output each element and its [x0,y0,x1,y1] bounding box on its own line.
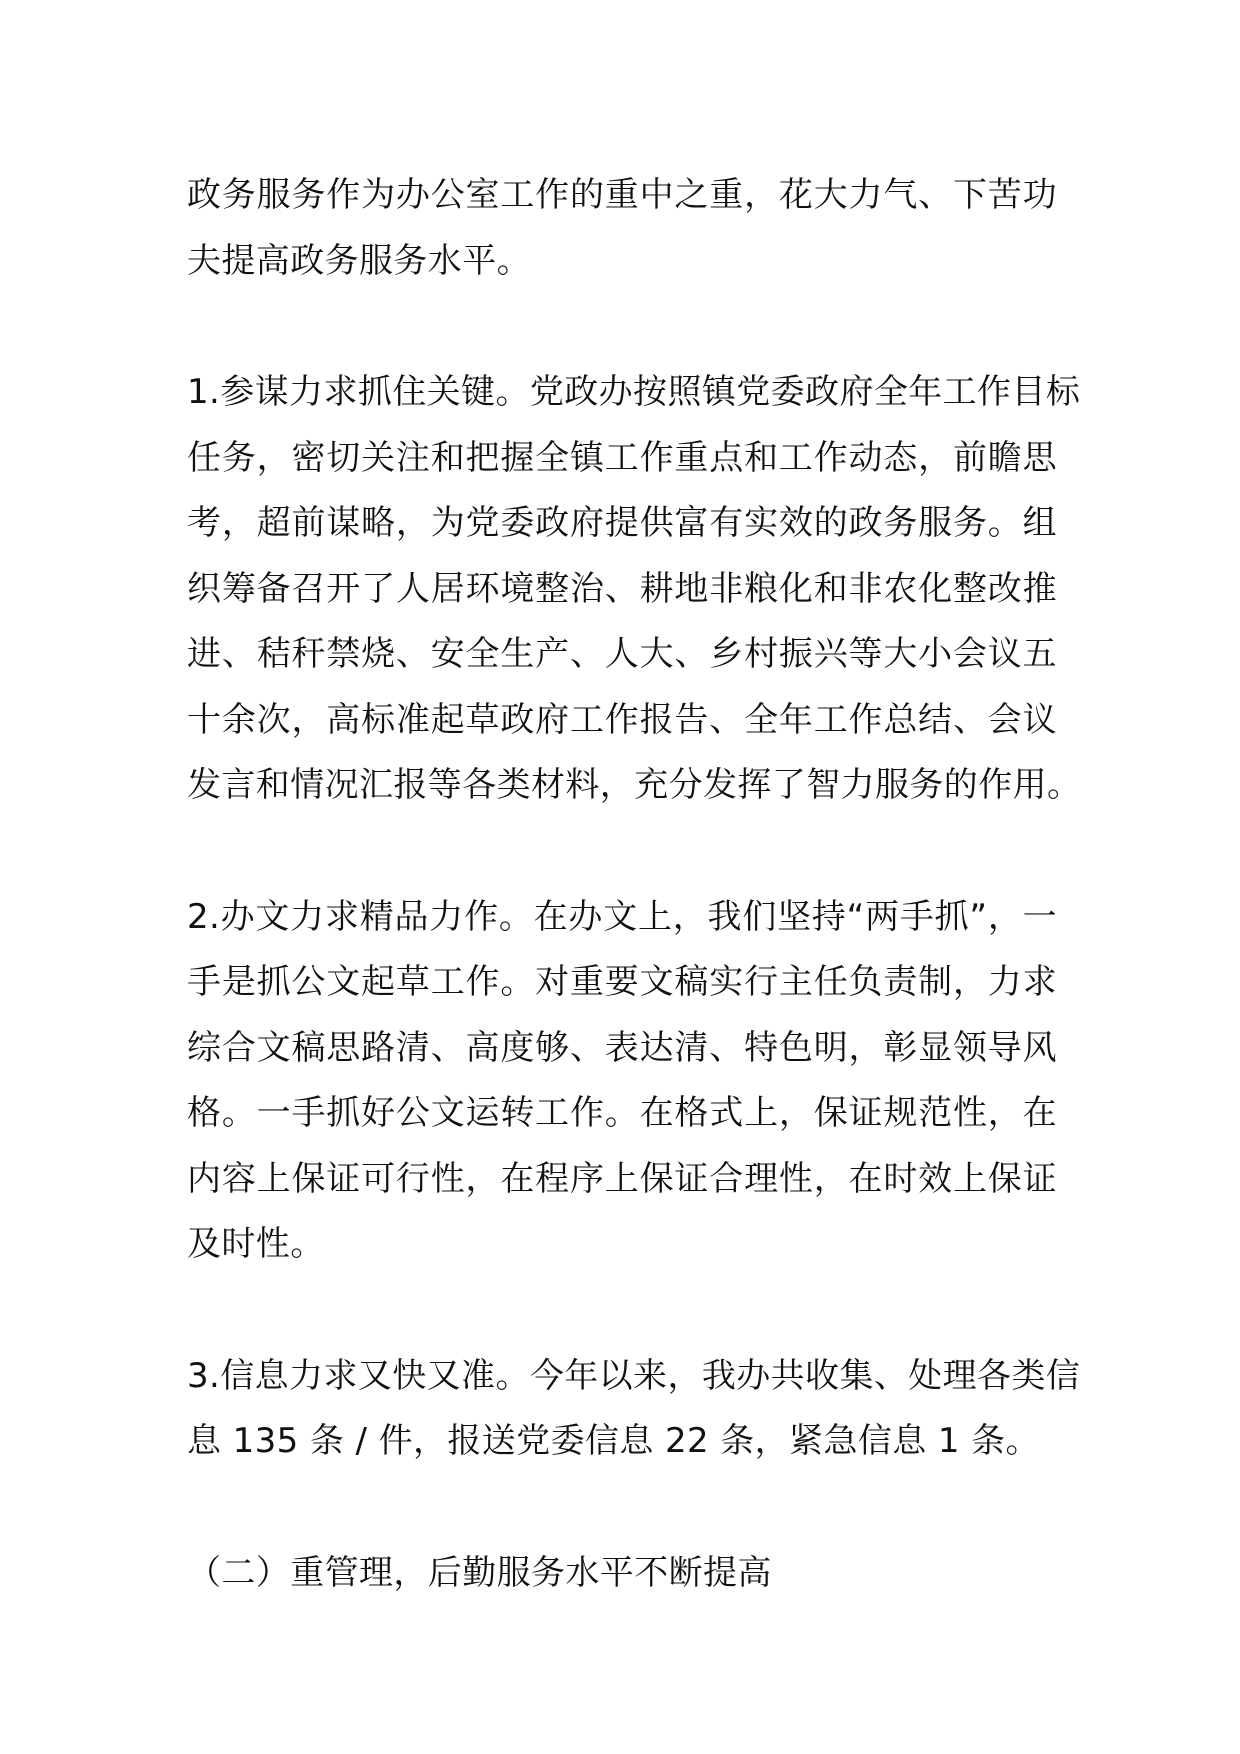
text-line: 内容上保证可行性，在程序上保证合理性，在时效上保证 [187,1158,1057,1199]
text-line: 手是抓公文起草工作。对重要文稿实行主任负责制，力求 [187,962,1057,1002]
paragraph-spacer [187,1278,1057,1344]
paragraph-spacer [187,819,1057,885]
text-line: 夫提高政务服务水平。 [187,240,531,281]
paragraph-item-2 [187,885,1057,1278]
paragraph-intro [187,163,1057,294]
text-line: 十余次，高标准起草政府工作报告、全年工作总结、会议 [187,699,1057,740]
text-line: 1.参谋力求抓住关键。党政办按照镇党委政府全年工作目标 [187,372,1081,412]
text-line: 2.办文力求精品力作。在办文上，我们坚持“两手抓”，一 [187,896,1057,937]
text-line: 进、秸秆禁烧、安全生产、人大、乡村振兴等大小会议五 [187,634,1057,674]
text-line: 息 135 条 / 件，报送党委信息 22 条，紧急信息 1 条。 [187,1421,1040,1461]
text-line: 考，超前谋略，为党委政府提供富有实效的政务服务。组 [187,503,1057,543]
section-heading [187,1541,1057,1607]
paragraph-item-1 [187,360,1082,819]
text-line: 织筹备召开了人居环境整治、耕地非粮化和非农化整改推 [187,568,1057,609]
text-line: （二）重管理，后勤服务水平不断提高 [187,1552,772,1593]
text-line: 综合文稿思路清、高度够、表达清、特色明，彰显领导风 [187,1027,1057,1068]
text-line: 及时性。 [187,1224,325,1264]
document-body [187,163,1082,1606]
text-line: 政务服务作为办公室工作的重中之重，花大力气、下苦功 [187,175,1057,215]
text-line: 任务，密切关注和把握全镇工作重点和工作动态，前瞻思 [187,437,1057,478]
paragraph-spacer [187,294,1057,360]
text-line: 格。一手抓好公文运转工作。在格式上，保证规范性，在 [187,1093,1057,1133]
paragraph-item-3 [187,1344,1081,1475]
text-line: 发言和情况汇报等各类材料，充分发挥了智力服务的作用。 [187,765,1082,805]
paragraph-spacer [187,1475,1057,1541]
text-line: 3.信息力求又快又准。今年以来，我办共收集、处理各类信 [187,1355,1081,1396]
